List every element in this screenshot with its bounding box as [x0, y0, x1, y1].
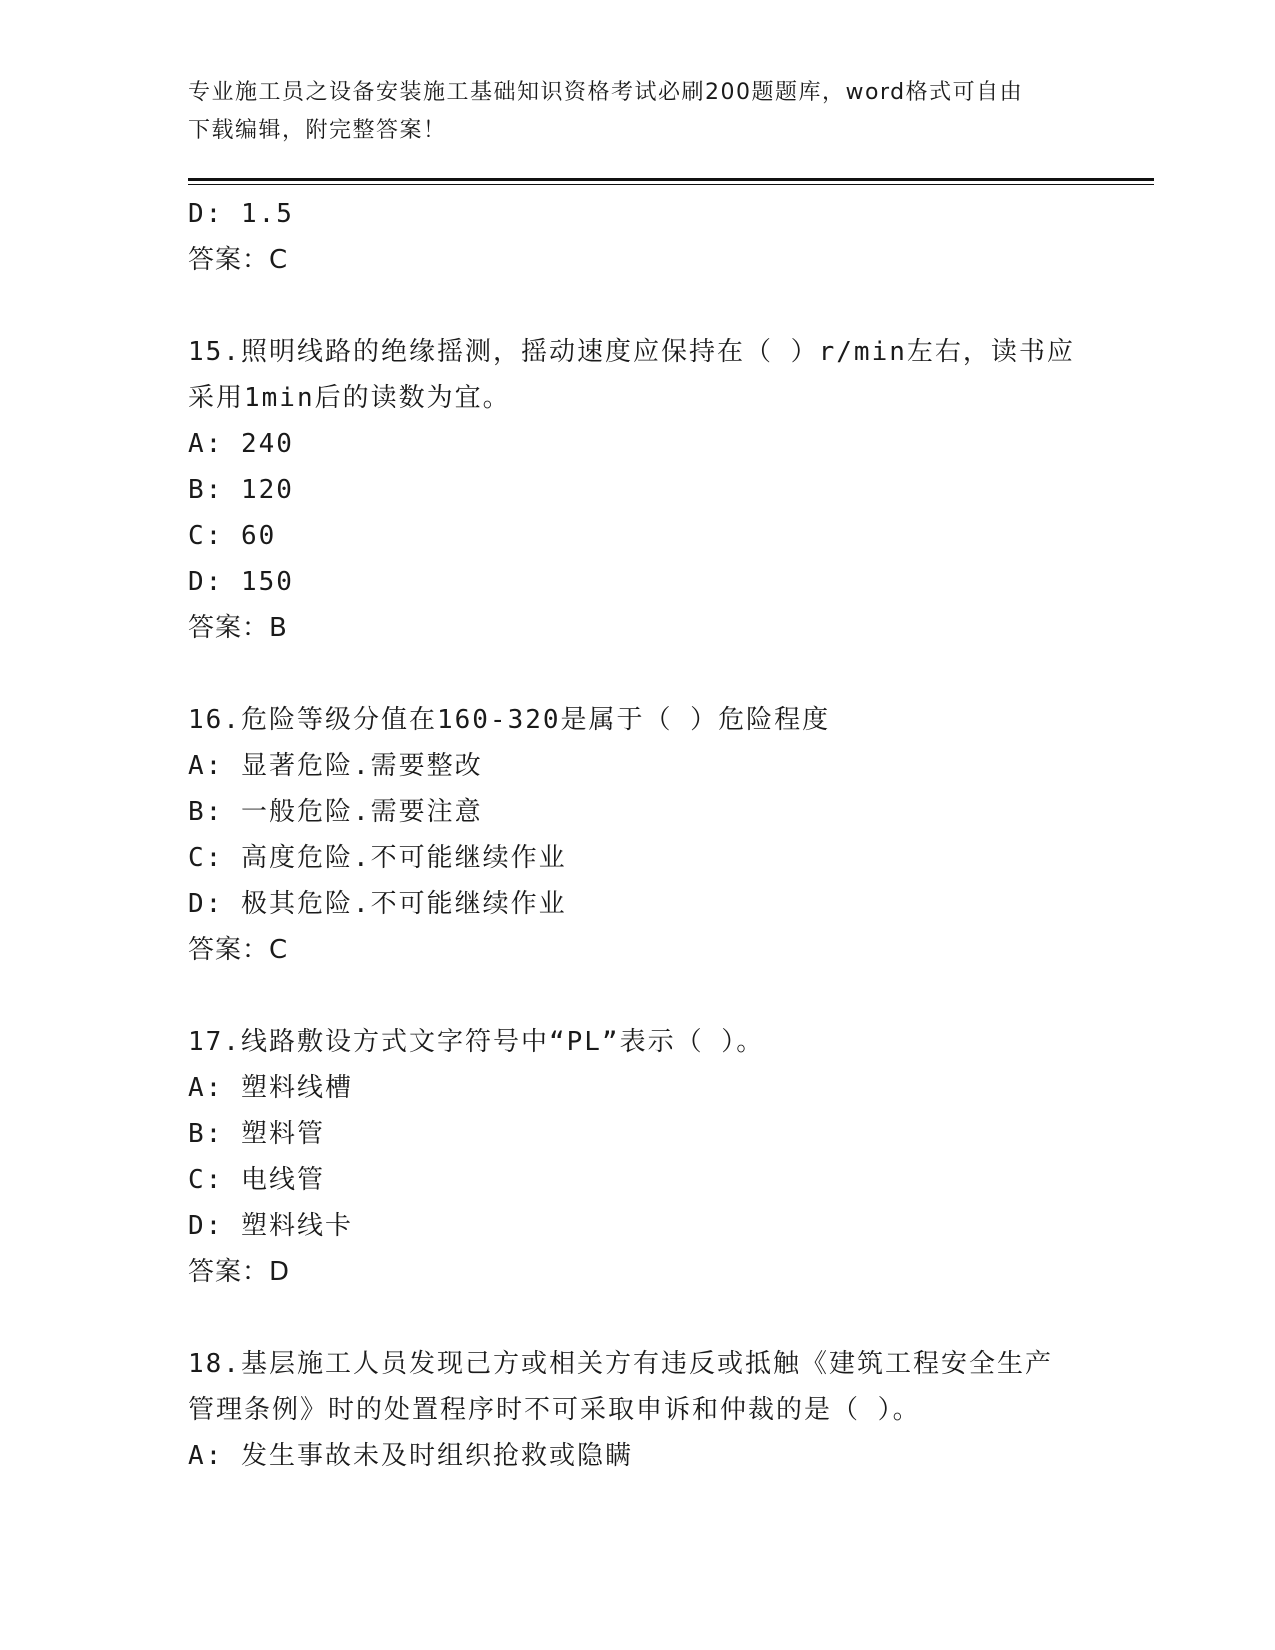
- option-a: A: 发生事故未及时组织抢救或隐瞒: [188, 1441, 633, 1471]
- document-header: [188, 74, 1088, 150]
- answer-label: 答案：C: [188, 245, 289, 275]
- spacer: [188, 283, 1088, 329]
- question-stem-continued: 管理条例》时的处置程序时不可采取申诉和仲裁的是（ ）。: [188, 1395, 921, 1425]
- answer-label: 答案：B: [188, 613, 288, 643]
- question-14-tail: [188, 191, 1088, 283]
- question-15: [188, 329, 1088, 651]
- question-list: [188, 191, 1088, 1479]
- option-d: D: 塑料线卡: [188, 1211, 353, 1241]
- option-d: D: 极其危险.不可能继续作业: [188, 889, 567, 919]
- header-divider-thick: [188, 178, 1154, 181]
- header-divider-thin: [188, 184, 1154, 185]
- spacer: [188, 973, 1088, 1019]
- answer-label: 答案：C: [188, 935, 289, 965]
- option-a: A: 显著危险.需要整改: [188, 751, 483, 781]
- question-stem: 18.基层施工人员发现己方或相关方有违反或抵触《建筑工程安全生产: [188, 1349, 1053, 1379]
- question-stem: 16.危险等级分值在160-320是属于（ ）危险程度: [188, 705, 831, 735]
- option-d: D: 150: [188, 567, 294, 597]
- spacer: [188, 1295, 1088, 1341]
- option-c: C: 60: [188, 521, 277, 551]
- option-a: A: 塑料线槽: [188, 1073, 353, 1103]
- option-b: B: 一般危险.需要注意: [188, 797, 483, 827]
- option-c: C: 电线管: [188, 1165, 325, 1195]
- option-c: C: 高度危险.不可能继续作业: [188, 843, 567, 873]
- header-line-1: 专业施工员之设备安装施工基础知识资格考试必刷200题题库，word格式可自由: [188, 80, 1024, 105]
- option-b: B: 塑料管: [188, 1119, 325, 1149]
- question-17: [188, 1019, 1088, 1295]
- question-stem: 15.照明线路的绝缘摇测，摇动速度应保持在（ ）r/min左右，读书应: [188, 337, 1075, 367]
- option-a: A: 240: [188, 429, 294, 459]
- answer-label: 答案：D: [188, 1257, 291, 1287]
- spacer: [188, 651, 1088, 697]
- question-16: [188, 697, 1088, 973]
- question-18: [188, 1341, 1088, 1479]
- option-d: D: 1.5: [188, 199, 294, 229]
- question-stem-continued: 采用1min后的读数为宜。: [188, 383, 511, 413]
- header-line-2: 下载编辑，附完整答案！: [188, 118, 447, 143]
- option-b: B: 120: [188, 475, 294, 505]
- question-stem: 17.线路敷设方式文字符号中“PL”表示（ ）。: [188, 1027, 765, 1057]
